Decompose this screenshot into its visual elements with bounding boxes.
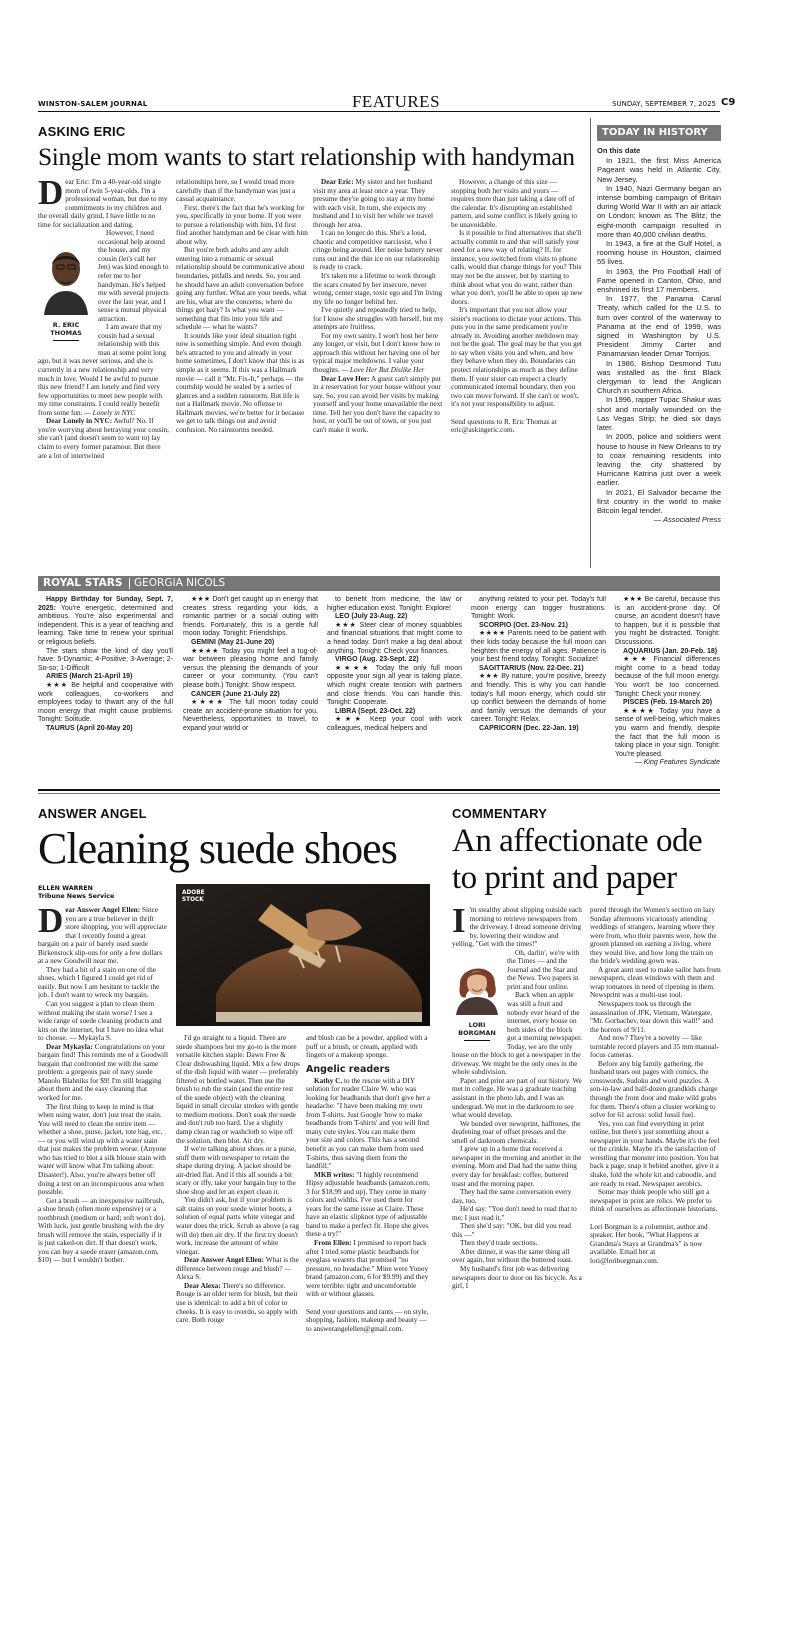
- history-item: In 1977, the Panama Canal Treaty, which called for the U.S. to turn over control of the waterway to Panama at the end of 1999, was signed in Washington by U.S. President Jimmy Carter and Panamanian leader Omar Torrijos.: [597, 294, 721, 359]
- angel-col1: [38, 906, 168, 1636]
- ode-p9: Then she'd say: "OK, but did you read this —": [452, 1222, 571, 1239]
- history-list: [597, 146, 721, 570]
- angel-q2-text: What is the difference between rouge and blush? — Alexa S.: [176, 1256, 299, 1282]
- mkb-lead: MKB writes:: [314, 1170, 355, 1179]
- ellen-lead: From Ellen:: [314, 1239, 352, 1248]
- author-name-eric-first: R. ERIC: [52, 320, 80, 329]
- mkb-text: "I highly recommend Hipsy adjustable headbands (amazon.com, 3 for $18.99 and up). They come in many colors and widths. I've used them for years for the same issue as Claire. These have an elastic slipknot type of adjustable band to make a perfect fit. Hope she gives these a try!": [306, 1170, 430, 1239]
- ode-bio: Lori Borgman is a columnist, author and speaker. Her book, "What Happens at Grandma's Stays at Grandma's" is now available. Email her at lori@loriborgman.com.: [590, 1222, 708, 1265]
- photo-credit-1: ADOBE: [182, 890, 205, 896]
- eric-col2-p4: It sounds like your ideal situation right now is something simple. And even though he's attracted to you and already in your home sometimes, I don't know that this is as simple as it seems. If this was a Hallmark movie — call it "Mr. Fix-It," perhaps — the courtship would be sealed by a series of glances and a sudden rainstorm. But life is not a Hallmark movie. No offense to Hallmark movies, we're better for it because we get to talk things out and avoid confusion. No rainstorms needed.: [176, 331, 305, 434]
- author-rule-lori: [464, 1040, 490, 1041]
- text-pisces: ★★★★ Today you have a sense of well-being, which makes you warm and friendly, despite the fact that the full moon is taking place in your sign. Tonight: You're pleased.: [615, 707, 720, 758]
- text-libra-cont: anything related to your pet. Today's full moon energy can trigger frustrations. Tonight: Work.: [471, 596, 606, 621]
- royal-stars-author: GEORGIA NICOLS: [134, 577, 226, 589]
- ode-p1-text: 'm stealthy about slipping outside each morning to retrieve newspapers from the driveway. I dread someone driving by, lowering their window and yelling, "Get with the times!": [452, 906, 582, 949]
- angel-answer-2: The first thing to keep in mind is that when using water, don't just treat the stain. You will need to clean the entire item — whether a shoe, purse, jacket, tote bag, etc. — or you will wind up with a water stain that just makes the problem worse. (Anyone who has tried to blot a silk blouse stain with water will know what I'm talking about: Disaster!). Also, you're always better off doing a test on an inconspicuous area when possible.: [38, 1102, 167, 1197]
- horoscope-credit: — King Features Syndicate: [634, 759, 720, 767]
- ode-p4: Paper and print are part of our history. We met in college. He was a graduate teaching assistant in the photo lab, and I was an undergrad. We met in the darkroom to see what would develop.: [452, 1076, 582, 1120]
- eric-letter2-3: It's taken me a lifetime to work through the scars created by her insecure, never wrong, center stage, toxic ego and I'm living my life no longer behind her.: [313, 272, 443, 306]
- royal-stars-sep: [129, 578, 130, 589]
- eric-letter2-sign: — Love Her But Dislike Her: [341, 366, 425, 375]
- photo-credit-2: STOCK: [182, 897, 204, 903]
- asking-eric-headline: Single mom wants to start relationship with handyman: [38, 142, 575, 171]
- asking-eric-col2: [176, 178, 308, 566]
- angel-a2-lead: Dear Alexa:: [184, 1281, 221, 1290]
- angel-answer-lead: Dear Mykayla:: [46, 1042, 93, 1051]
- dropcap-i: I: [452, 906, 466, 940]
- ode-p1: [452, 906, 582, 949]
- horoscope-col4: [471, 596, 606, 782]
- history-item: In 1963, the Pro Football Hall of Fame opened in Canton, Ohio, and enshrined its first 17 members.: [597, 266, 721, 295]
- eric-letter-2: However, I need occasional help around the house, and my cousin (let's call her Jen) was kind enough to refer me to her handyman. He's helped me with several projects over the last year, and I sense a mutual physical attraction.: [98, 229, 169, 323]
- sign-libra: LIBRA (Sept. 23-Oct. 22): [335, 707, 416, 715]
- birthday-lead: Happy Birthday for Sunday, Sept. 7, 2025:: [38, 596, 173, 612]
- eric-answer2-1: [313, 375, 445, 435]
- ode-p10: Then they'd trade sections.: [460, 1239, 538, 1248]
- eric-answer-lead: Dear Lonely in NYC:: [46, 417, 113, 426]
- kathy-text: to the rescue with a DIY solution for reader Claire W. who was looking for headbands that don't give her a headache: "I have been making my own from T-shirts. Just Google 'how to make headbands from T-shirts' and you will find many cute styles. You can make them your size and colors. This has a second benefit as you can make them from used T-shirts, thus saving them from the landfill.": [306, 1076, 430, 1171]
- author-name-lori-first: LORI: [468, 1021, 486, 1030]
- ode-c2-p1: pored through the Women's section on lazy Sunday afternoons vicariously attending weddings of strangers, learning where they were from, who their parents were, how the groom planned on earning a living, where they would live, and how long the train on the bride's wedding gown was.: [590, 906, 717, 966]
- history-subtitle: On this date: [597, 146, 641, 155]
- sign-gemini: GEMINI (May 21-June 20): [191, 638, 275, 646]
- text-cancer: ★★★★ The full moon today could create an accident-prone situation for you. Nevertheless, opportunities to travel, to expand your world or: [183, 699, 318, 732]
- commentary-col2: [590, 906, 721, 1636]
- section-rule: [38, 789, 720, 791]
- commentary-headline-2: to print and paper: [452, 860, 677, 896]
- angel-send: Send your questions and rants — on style, shopping, fashion, makeup and beauty — to answerangelellen@gmail.com.: [306, 1307, 429, 1333]
- ode-p6: I grew up in a home that received a newspaper in the morning and another in the evening. Mom and Dad had the same thing every day for breakfast: coffee, buttered toast and the morning paper.: [452, 1145, 582, 1188]
- history-divider: [590, 118, 591, 568]
- eric-letter2-2: I can no longer do this. She's a loud, chaotic and competitive narcissist, who I cringe being around. Her noise battery never runs out and the thin ice on our relationship is ready to crack.: [313, 229, 443, 272]
- shoe-brush-icon: [176, 884, 430, 1026]
- text-leo: ★★★ Steer clear of money squabbles and financial situations that might come to a head today. Don't make a big deal about anything. Tonight: Check your finances.: [327, 621, 462, 655]
- ode-p12: My husband's first job was delivering newspapers door to door on his bicycle. As a girl, I: [452, 1264, 582, 1291]
- angel-letter-lead: ear Answer Angel Ellen:: [65, 906, 141, 914]
- ode-c2-p7: Some may think people who still get a newspaper in print are relics. We prefer to think of ourselves as affectionate historians.: [590, 1188, 718, 1214]
- section-rule-thin: [38, 793, 720, 794]
- history-item: In 1940, Nazi Germany began an intense bombing campaign of Britain during World War II with an air attack on London; known as The Blitz, the eight-month campaign resulted in more than 40,000 civilian deaths.: [597, 183, 721, 239]
- sign-pisces: PISCES (Feb. 19-March 20): [623, 699, 713, 707]
- angel-col2-p3: You didn't ask, but if your problem is salt stains on your suede winter boots, a solution of equal parts white vinegar and water does the trick. Scrub as above (a rag will do) then air dry. If the first try doesn't work, increase the amount of white vinegar.: [176, 1196, 299, 1256]
- eric-answer-text: Awful? No. If you're worrying about betraying your cousin, she can't (and doesn't seem to want to) lay claim to every former paramour. But there are a lot of intertwined: [38, 417, 169, 460]
- eric-letter2-text: My sister and her husband visit my area at least once a year. They presume they're going to stay at my home with each visit. In turn, she expects my husband and I to visit her while we travel through her area.: [313, 178, 435, 229]
- stars-note: The stars show the kind of day you'll have: 5-Dynamic; 4-Positive; 3-Average; 2-So-so; 1-Difficult: [38, 647, 173, 672]
- eric-answer-1: [38, 417, 169, 460]
- history-item: In 1921, the first Miss America Pageant was held in Atlantic City, New Jersey.: [597, 156, 721, 184]
- ode-c2-p6: Yes, you can find everything in print online, but there's just something about a newspaper in your hands. Maybe it's the feel or the crinkle. Maybe it's the satisfaction of wrestling that monster into position. You bat back a page, snap it behind another, give it a shake, fold the whole kit and caboodle, and are ready to read. Newspaper aerobics.: [590, 1119, 720, 1188]
- text-virgo: ★★★★ Today the only full moon opposite your sign all year is taking place, which might create tension with partners and close friends. You can handle this. Tonight: Cooperate.: [327, 664, 462, 707]
- text-scorpio: ★★★★ Parents need to be patient with their kids today because the full moon can heighten the energy of all ages. Patience is your best friend today. Tonight: Socialize!: [471, 630, 606, 664]
- eric-col2-p3: But you're both adults and any adult entering into a romantic or sexual relationship should be communicative about boundaries, pitfalls and needs. So, you and he should have an adult conversation before going any further. What are your needs, what are his, what are the concerns, where do things get hazy? Is what you want — something that fits into your life and schedule — what he wants?: [176, 246, 307, 332]
- asking-eric-col1: [38, 178, 169, 566]
- sign-virgo: VIRGO (Aug. 23-Sept. 22): [335, 656, 419, 664]
- eric-col2-p1: relationships here, so I would tread more carefully than if the handyman was just a casual acquaintance.: [176, 178, 296, 204]
- author-portrait-lori-icon: [452, 955, 502, 1015]
- text-libra: ★★★ Keep your cool with work colleagues, medical helpers and: [327, 716, 462, 732]
- author-name-lori-last: BORGMAN: [458, 1029, 496, 1038]
- ode-c2-p5: Before any big family gathering, the husband tears out pages with comics, the crosswords, Sudoku and word puzzles. A son-in-law and half-dozen grandkids charge through the front door and make wild grabs for them. There's often a cluster working to solve for 61 across: solid fossil fuel.: [590, 1059, 718, 1120]
- angel-col2-p5: [176, 1282, 300, 1325]
- asking-eric-col4: [451, 178, 583, 566]
- ode-c2-p3: Newspapers took us through the assassination of JFK, Vietnam, Watergate, "Mr. Gorbachev, tear down this wall!" and the horrors of 9/11.: [590, 1000, 714, 1034]
- sign-aquarius: AQUARIUS (Jan. 20-Feb. 18): [623, 647, 718, 655]
- birthday-body: You're energetic, determined and ambitious. You're also experimental and independent. This is a year of teaching and learning. Take time to renew your spiritual or religious beliefs.: [38, 604, 173, 646]
- author-photo-eric: [38, 235, 94, 349]
- section-title: FEATURES: [351, 92, 441, 111]
- angel-q2-lead: Dear Answer Angel Ellen:: [184, 1256, 265, 1265]
- suede-shoe-photo: [176, 884, 430, 1026]
- asking-eric-col3: [313, 178, 445, 566]
- angel-col2: [176, 1034, 300, 1636]
- eric-col4-p2: Is it possible to find alternatives that she'll actually commit to and that will satisfy your need for a new way of relating? If, for instance, you switched from visits to phone calls, would that change things for you? This may not be the answer, but by starting to think about what you do want, rather than what you don't, you'll be able to open up new doors.: [451, 229, 583, 306]
- kathy-lead: Kathy C.: [314, 1076, 343, 1085]
- text-gemini: ★★★★ Today you might feel a tug-of-war between pleasing home and family versus the pleasing the demands of your career or your community. (You can't please both.) Tonight: Show respect.: [183, 647, 318, 689]
- paper-name: WINSTON-SALEM JOURNAL: [38, 100, 148, 108]
- history-credit: — Associated Press: [653, 515, 721, 525]
- dropcap-d: D: [38, 178, 64, 212]
- history-item: In 1996, rapper Tupac Shakur was shot and mortally wounded on the Las Vegas Strip; he died six days later.: [597, 395, 721, 433]
- eric-letter2-1: [313, 178, 445, 229]
- angel-col3-p2: [306, 1077, 430, 1171]
- angel-author: ELLEN WARREN: [38, 885, 93, 892]
- eric-answer2-text: A guest can't simply put in a reservation for your house without your say. So, you can avoid her visits by making yourself and your home unavailable the next time. Tell her you don't have the capacity to host, or you'll be out of town, or you just can't make it work.: [313, 374, 443, 434]
- author-name-eric-last: THOMAS: [50, 328, 82, 337]
- commentary-col1: [452, 906, 582, 1636]
- eric-letter2-4: I've quietly and repeatedly tried to help, for I know she struggles with herself, but my attempts are fruitless.: [313, 306, 444, 332]
- ode-p7: They had the same conversation every day, too.: [452, 1188, 572, 1205]
- eric-send: Send questions to R. Eric Thomas at eric@askingeric.com.: [451, 417, 557, 435]
- ode-p11: After dinner, it was the same thing all over again, but without the buttered toast.: [452, 1247, 573, 1265]
- text-capricorn: ★★★ Be careful, because this is an accident-prone day. Of course, an accident doesn't have to happen, but it is possible that you might be distracted. Tonight: Discussions.: [615, 596, 720, 646]
- angel-letter-3: Can you suggest a plan to clean them without making the stain worse? I see a wide range of suede cleaning products and kits on the internet, but I have no idea what to choose. — Mykayla S.: [38, 1000, 164, 1043]
- text-aries: ★★★ Be helpful and cooperative with work colleagues, co-workers and employees today to thwart any of the full moon energy that might cause problems. Tonight: Solitude.: [38, 681, 173, 724]
- eric-letter2-lead: Dear Eric:: [321, 178, 354, 186]
- answer-angel-headline: Cleaning suede shoes: [38, 824, 397, 873]
- eric-letter2-5-text: For my own sanity, I won't host her here any longer, or visit, but I don't know how to approach this without her having one of her typical major meltdowns. I value your thoughts.: [313, 331, 441, 375]
- angel-col3-p4: [306, 1239, 430, 1299]
- angelic-readers-head: Angelic readers: [306, 1063, 390, 1075]
- dropcap-d2: D: [38, 906, 64, 940]
- ode-c2-p4: And now? They're a novelty — like turntable record players and 35 mm manual-focus cameras.: [590, 1034, 719, 1060]
- page-number: C9: [721, 97, 736, 108]
- angel-letter-text: Since you are a true believer in thrift store shopping, you will appreciate that I recently found a great bargain on a pair of barely used suede Birkenstock slip-ons for only a few dollars at a new Goodwill near me.: [38, 906, 167, 966]
- royal-stars-banner: [38, 576, 720, 591]
- history-item: In 1943, a fire at the Gulf Hotel, a rooming house in Houston, claimed 55 lives.: [597, 239, 721, 267]
- ode-c2-p2: A great aunt used to make sailor hats from newspapers, clean windows with them and wrap tomatoes in need of ripening in them. Newsprint was a multi-use tool.: [590, 965, 721, 1000]
- angel-answer-text: Congratulations on your bargain find! This reminds me of a Goodwill bargain that confronted me with the same problem: a gorgeous pair of navy suede Manolo Blahniks for $9! I'm still bragging about them and the easy cleaning that worked for me.: [38, 1042, 168, 1103]
- author-portrait-icon: [38, 235, 94, 315]
- commentary-headline-1: An affectionate ode: [452, 823, 703, 859]
- royal-stars-title: ROYAL STARS: [43, 577, 123, 589]
- text-aquarius: ★★★ Financial differences might come to a head today because of the full moon energy. You won't be too concerned. Tonight: Check your money.: [615, 656, 720, 698]
- ode-p3: Back when an apple was still a fruit and nobody ever heard of the internet, every house on both sides of the block got a morning newspaper. Today, we are the only house on the block to get a newspaper in the driveway. We might be the only ones in the whole subdivision.: [452, 991, 582, 1077]
- horoscope-col1: [38, 596, 173, 782]
- horoscope-col5: [615, 596, 720, 782]
- sign-capricorn: CAPRICORN (Dec. 22-Jan. 19): [479, 724, 579, 732]
- angel-col2-p4: [176, 1256, 300, 1282]
- asking-eric-kicker: ASKING ERIC: [38, 124, 126, 139]
- angel-answer-1: [38, 1043, 168, 1103]
- sign-scorpio: SCORPIO (Oct. 23-Nov. 21): [479, 621, 568, 629]
- angel-col3-p3: [306, 1171, 430, 1239]
- eric-col4-p3: It's important that you not allow your sister's reactions to dictate your actions. This puts you in the same predicament you're already in. Avoiding another meltdown may not be the goal. The goal may be that you get to say when visits you and when, and how they behave when they do. Boundaries can protect relationships as much as they define them. If your sister can respect a clearly communicated internal boundary, then you two can move forward. If she can't or won't, it's not your responsibility to adjust.: [451, 306, 582, 409]
- angel-letter-1: [38, 906, 168, 966]
- angel-answer-3: Get a brush — an inexpensive nailbrush, a shoe brush (often more expensive) or a toothbrush (medium or hard; soft won't do). With luck, just gentle brushing with the dry brush will remove the stain, especially if it is just caked-on dirt. If that doesn't work, you can buy a suede eraser (amazon.com, $10) — but I wouldn't bother.: [38, 1196, 166, 1265]
- answer-angel-kicker: ANSWER ANGEL: [38, 806, 147, 821]
- eric-letter-sign: — Lonely in NYC: [84, 408, 136, 417]
- ode-p5: We bonded over newsprint, halftones, the deafening roar of offset presses and the smell of darkroom chemicals.: [452, 1119, 581, 1145]
- sign-taurus: TAURUS (April 20-May 20): [46, 724, 133, 732]
- eric-letter-3-text: I am aware that my cousin had a sexual relationship with this man at some point long ago, but it was never serious, and she is currently in a new relationship and very much in love. Would I be awful to pursue this new friend? I am lonely and find very few opportunities to meet new people with my time constraints. I could really benefit from some fun.: [38, 323, 167, 417]
- eric-col2-p2: First, there's the fact that he's working for you, specifically in your home. If you were to pursue a relationship with him, I'd first find another handyman and be clear with him about why.: [176, 203, 308, 246]
- angel-a2-text: There's no difference. Rouge is an older term for blush, but their use is identical: to add a bit of color to cheeks. It is easy to overdo, so apply with care. Both rouge: [176, 1281, 298, 1325]
- sign-cancer: CANCER (June 21-July 22): [191, 690, 280, 698]
- angel-col2-p2: If we're talking about shoes or a purse, stuff them with newspaper to retain the shape during drying. A jacket should be air-dried flat. And if this all sounds a bit scary or iffy, take your bargain buy to the shoe shop and let an expert clean it.: [176, 1145, 297, 1196]
- page-date: SUNDAY, SEPTEMBER 7, 2025: [612, 100, 716, 108]
- sign-aries: ARIES (March 21-April 19): [46, 673, 133, 681]
- history-item: In 2005, police and soldiers went house to house in New Orleans to try to coax remaining residents into leaving the city shattered by Hurricane Katrina just over a week earlier.: [597, 432, 721, 488]
- text-sagittarius: ★★★ By nature, you're positive, breezy and friendly. This is why you can handle today's full moon energy, which could stir up conflict between the demands of home and family versus the demands of your career. Tonight: Relax.: [471, 673, 606, 724]
- horoscope-col3: [327, 596, 462, 782]
- eric-letter2-5: [313, 332, 445, 375]
- angel-col3-p1: and blush can be a powder, applied with a puff or a brush, or cream, applied with fingers or a makeup sponge.: [306, 1034, 428, 1060]
- horoscope-col2: [183, 596, 318, 782]
- ode-p2: Oh, darlin', we're with the Times — and the Journal and the Star and the News. Two papers in print and four online.: [507, 948, 580, 991]
- history-item: In 2021, El Salvador became the first country in the world to make Bitcoin legal tender.: [597, 487, 721, 515]
- text-cancer-cont: to benefit from medicine, the law or higher education exist. Tonight: Explore!: [327, 596, 462, 612]
- text-taurus: ★★★ Don't get caught up in energy that creates stress regarding your kids, a romantic partner or a social outing with friends. Fortunately, this is a gentle full moon today. Tonight: Friendships.: [183, 596, 318, 638]
- eric-col4-p1: However, a change of this size — stopping both her visits and yours — requires more than just taking a date off of the calendar. It's disrupting an established pattern, and some conflict is likely going to be unavoidable.: [451, 178, 578, 229]
- angel-service: Tribune News Service: [38, 893, 115, 900]
- author-rule: [53, 340, 79, 341]
- angel-letter-2: They had a bit of a stain on one of the shoes, which I figured I could get rid of easily. But now I am hesitant to tackle the job. I don't want to wreck my bargain.: [38, 965, 160, 1000]
- eric-answer2-lead: Dear Love Her:: [321, 374, 370, 383]
- angel-col2-p1: I'd go straight to a liquid. There are suede shampoos but my go-to is the more versatile kitchen staple: Dawn Free & Clear dishwashing liquid. Mix a few drops of the dish liquid with water — preferably filtered or bottled water. Then use the brush to rub the stain (and the entire rest of the suede object) with the cleaning liquid in small circular strokes with gentle to medium motions. Don't soak the suede and don't rub too hard. Use a slightly damp clean rag or washcloth to wipe off the solution, then blot. Air dry.: [176, 1034, 300, 1145]
- eric-letter-1: ear Eric: I'm a 40-year-old single mom of twin 5-year-olds. I'm a professional woman, but due to my commitments to my children and the overall daily grind, I have little to no time for socialization and dating.: [38, 178, 168, 229]
- birthday-text: [38, 596, 173, 648]
- ellen-text: I promised to report back after I tried some plastic headbands for eyeglass wearers that promised "no pressure, no headache." Mine were Yonoy brand (amazon.com, 6 for $9.99) and they were terrible: tight and uncomfortable with or without glasses.: [306, 1239, 429, 1299]
- angel-col3: [306, 1034, 430, 1636]
- sign-sagittarius: SAGITTARIUS (Nov. 22-Dec. 21): [479, 664, 584, 672]
- author-photo-lori: [452, 955, 502, 1047]
- sign-leo: LEO (July 23-Aug. 22): [335, 613, 408, 621]
- header-rule: [38, 111, 720, 112]
- commentary-kicker: COMMENTARY: [452, 806, 548, 821]
- history-title: TODAY IN HISTORY: [597, 125, 721, 141]
- history-item: In 1986, Bishop Desmond Tutu was installed as the first Black clergyman to lead the Anglican Church in southern Africa.: [597, 358, 721, 396]
- ode-p8: He'd say: "You don't need to read that to me; I just read it.": [452, 1205, 577, 1222]
